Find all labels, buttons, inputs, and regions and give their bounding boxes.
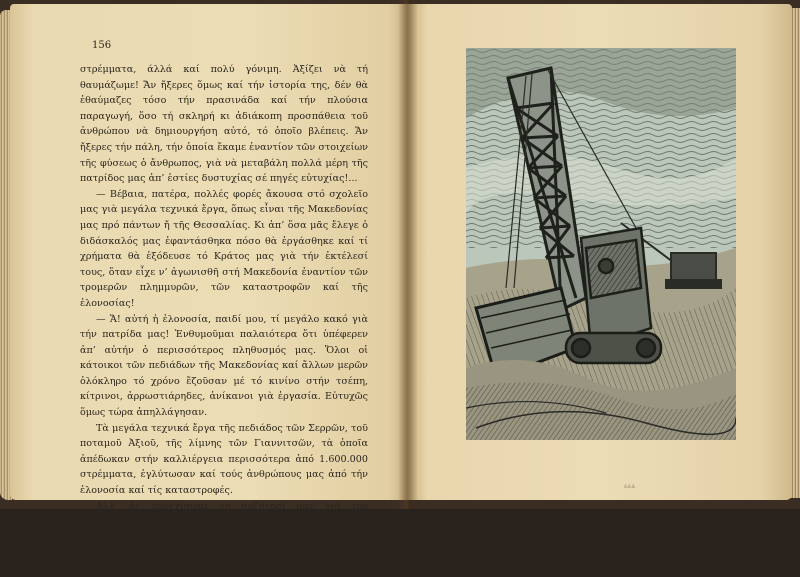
paragraph-1: στρέμματα, άλλά καί πολύ γόνιμη. Ἀξίζει νὰ τή θαυμάζωμε! Ἄν ἤξερες ὅμως καί τήν ἱστορία της, δέν θὰ ἐθαύμαζες τόσο τήν πρασινάδα καί τήν πλούσια παραγωγή, ὅσο τή σκληρή κι ἀδιάκοπη προσπάθεια τοῦ ἀνθρώπου νὰ δημιουργήση αὐτό, τό ὁποῖο βλέπεις. Ἄν ἤξερες τήν πάλη, τήν ὁποία ἔκαμε ἐναντίον τῶν στοιχείων τῆς φύσεως ὁ ἄνθρωπος, γιὰ νὰ μεταβάλη πολλά μέρη τῆς πατρίδος μας ἀπ’ ἑστίες δυστυχίας σέ πηγές εὐτυχίας!...	[80, 64, 368, 185]
paragraph-5: Ἀλλ’ ἄς συνεχίσωμε τή συζήτησί μας γιὰ τήν περιφέρεια αὐτή, τήν ὁποίαν ἔχομε μπροστά μας, γιὰ νὰ ἰδῆς ἀπό πόσο μακριά ἀρχίζει ἡ προσπάθεια τοῦ ἀνθρώπου νὰ ὑποτάξη τὰ στοιχεῖα τῆς φύσεως στή δύναμί του! Ἀπό τόσο	[80, 500, 368, 574]
excavator-woodcut-illustration	[466, 48, 736, 440]
paragraph-3: — Ἄ! αὐτή ἡ ἐλονοσία, παιδί μου, τί μεγάλο κακό γιὰ τήν πατρίδα μας! Ἐνθυμοῦμαι παλαιότερα ὅτι ὑπέφερεν ἀπ’ αὐτήν ὁ περισσότερος πληθυσμός μας. Ὅλοι οἱ κάτοικοι τῶν πεδιάδων τῆς Μακεδονίας καί ἄλλων μερῶν ὁλόκληρο τό χρόνο ἔζοῦσαν μέ τό κινίνο στήν τσέπη, κίτρινοι, ἀρρωστιάρηδες, ἀνίκανοι γιὰ ἐργασία. Εὐτυχῶς ὅμως τώρα ἀπηλλάγησαν.	[80, 313, 368, 419]
paragraph-4: Τὰ μεγάλα τεχνικά ἔργα τῆς πεδιάδος τῶν Σερρῶν, τοῦ ποταμοῦ Ἀξιοῦ, τῆς λίμνης τῶν Γιαννιτσῶν, τὰ ὁποῖα ἀπέδωκαν στήν καλλιέργεια περισσότερα ἀπό 1.600.000 στρέμματα, ἐγλύτωσαν καί τούς ἀνθρώπους μας ἀπό τήν ἐλονοσία καί τίς καταστροφές.	[80, 422, 368, 497]
paragraph-2: — Βέβαια, πατέρα, πολλές φορές ἄκουσα στό σχολεῖο μας γιὰ μεγάλα τεχνικά ἔργα, ὅπως εἶναι τῆς Μακεδονίας μας πρό πάντων ἤ τῆς Θεσσαλίας. Κι ἀπ’ ὅσα μᾶς ἔλεγε ὁ διδάσκαλός μας ἐφαντάσθηκα πόσο θὰ ἐργάσθηκε καί τί χρήματα θὰ ἐξόδευσε τό Κράτος μας γιὰ τήν ἐκτέλεσί τους, ὅταν εἶχε ν’ ἀγωνισθῆ στή Μακεδονία ἐναντίον τῶν τρομερῶν πλημμυρῶν, τῶν καταστροφῶν καί τῆς ἐλονοσίας!	[80, 188, 368, 309]
book-spine	[398, 0, 418, 509]
page-number: 156	[92, 40, 112, 51]
page-footer-mark: ԃԃԃ	[624, 484, 636, 490]
page-text	[80, 62, 368, 577]
